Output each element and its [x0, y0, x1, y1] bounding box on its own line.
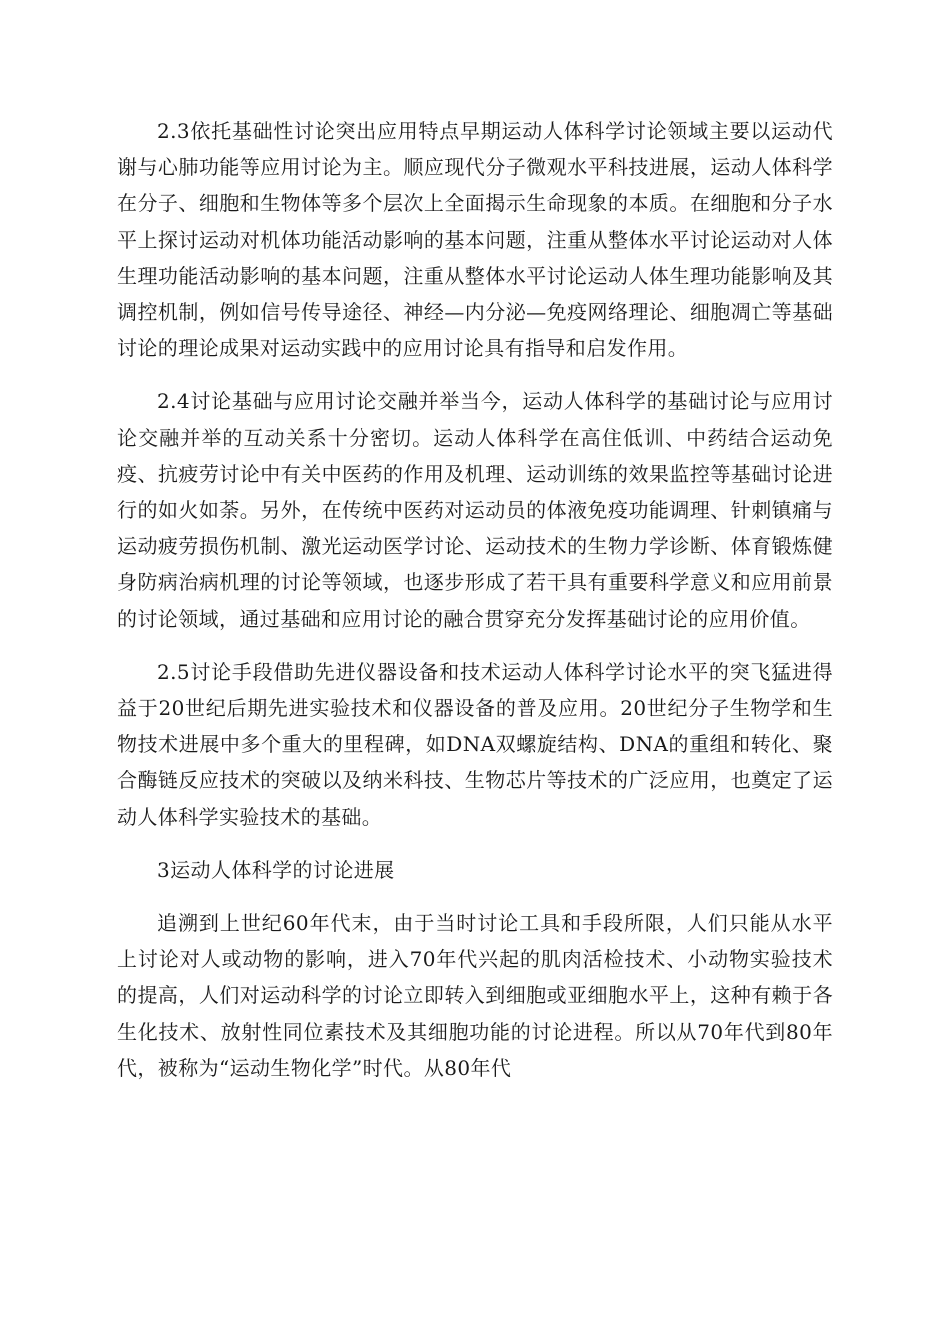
document-page [117, 113, 833, 1086]
section-heading: 3运动人体科学的讨论进展 [157, 857, 395, 882]
paragraph-2-5: 2.5讨论手段借助先进仪器设备和技术运动人体科学讨论水平的突飞猛进得益于20世纪后期先进实验技术和仪器设备的普及应用。20世纪分子生物学和生物技术进展中多个重大的里程碑，如DNA双螺旋结构、DNA的重组和转化、聚合酶链反应技术的突破以及纳米科技、生物芯片等技术的广泛应用，也奠定了运动人体科学实验技术的基础。 [117, 659, 833, 829]
paragraph-3-intro: 追溯到上世纪60年代末，由于当时讨论工具和手段所限，人们只能从水平上讨论对人或动物的影响，进入70年代兴起的肌肉活检技术、小动物实验技术的提高，人们对运动科学的讨论立即转入到细胞或亚细胞水平上，这种有赖于各生化技术、放射性同位素技术及其细胞功能的讨论进程。所以从70年代到80年代，被称为“运动生物化学”时代。从80年代 [117, 911, 833, 1080]
paragraph-2-4: 2.4讨论基础与应用讨论交融并举当今，运动人体科学的基础讨论与应用讨论交融并举的互动关系十分密切。运动人体科学在高住低训、中药结合运动免疫、抗疲劳讨论中有关中医药的作用及机理、运动训练的效果监控等基础讨论进行的如火如荼。另外，在传统中医药对运动员的体液免疫功能调理、针刺镇痛与运动疲劳损伤机制、激光运动医学讨论、运动技术的生物力学诊断、体育锻炼健身防病治病机理的讨论等领域，也逐步形成了若干具有重要科学意义和应用前景的讨论领域，通过基础和应用讨论的融合贯穿充分发挥基础讨论的应用价值。 [117, 389, 833, 631]
paragraph-2-3: 2.3依托基础性讨论突出应用特点早期运动人体科学讨论领域主要以运动代谢与心肺功能等应用讨论为主。顺应现代分子微观水平科技进展，运动人体科学在分子、细胞和生物体等多个层次上全面揭示生命现象的本质。在细胞和分子水平上探讨运动对机体功能活动影响的基本问题，注重从整体水平讨论运动对人体生理功能活动影响的基本问题，注重从整体水平讨论运动人体生理功能影响及其调控机制，例如信号传导途径、神经—内分泌—免疫网络理论、细胞凋亡等基础讨论的理论成果对运动实践中的应用讨论具有指导和启发作用。 [117, 119, 833, 361]
